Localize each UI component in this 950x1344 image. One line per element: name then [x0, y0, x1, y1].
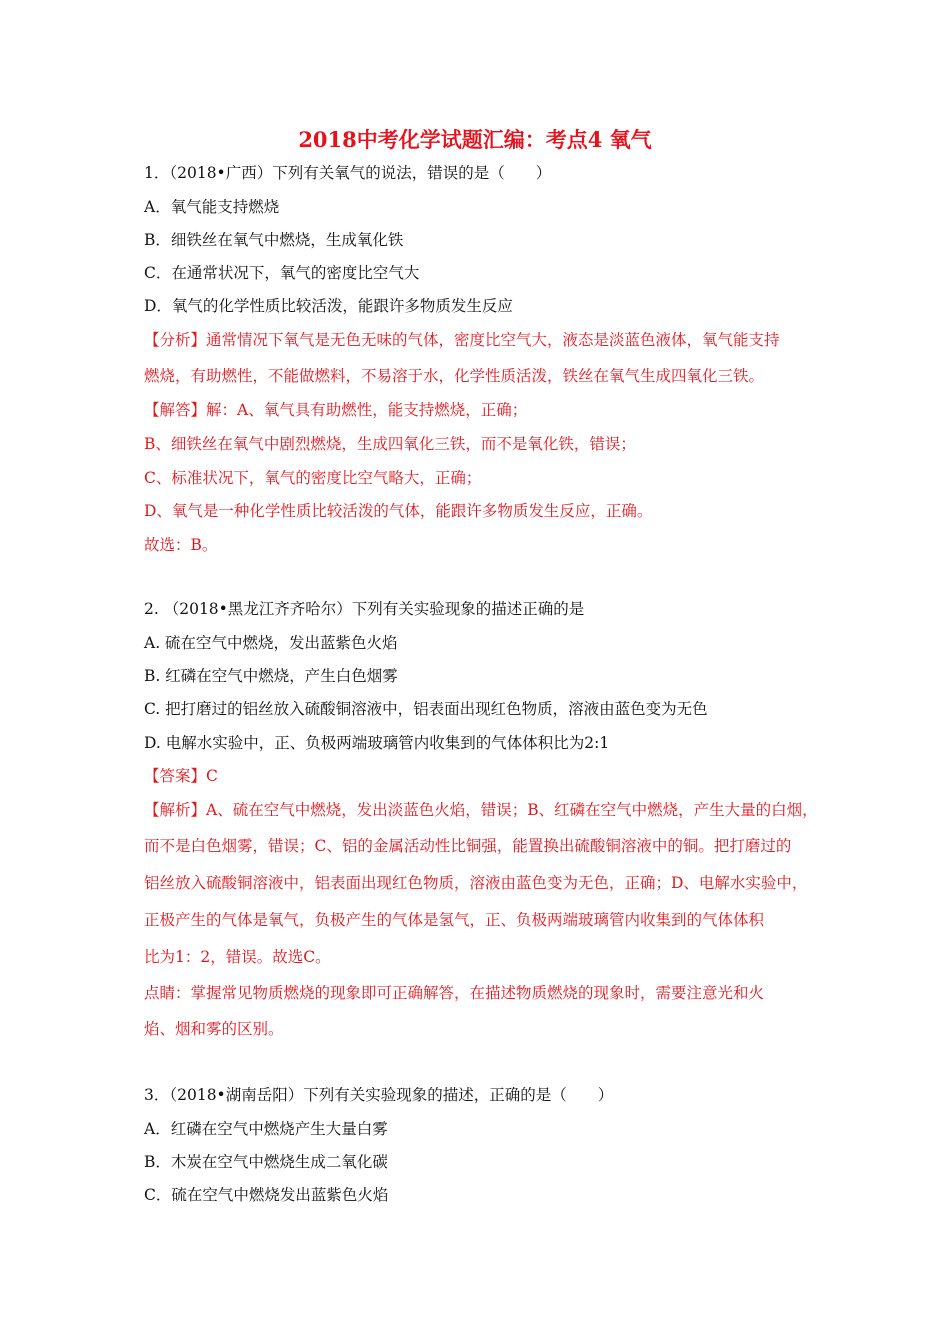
q2-option-b: B. 红磷在空气中燃烧，产生白色烟雾: [144, 667, 398, 685]
q1-answer-line-2: B、细铁丝在氧气中剧烈燃烧，生成四氧化三铁，而不是氧化铁，错误；: [144, 435, 636, 453]
q1-stem: 1．（2018•广西）下列有关氧气的说法，错误的是（ ）: [144, 164, 552, 182]
q2-answer: 【答案】C: [144, 767, 218, 785]
q3-option-b: B．木炭在空气中燃烧生成二氧化碳: [144, 1153, 388, 1171]
q2-explain-line-5: 比为1：2，错误。故选C。: [144, 948, 331, 966]
q2-stem: 2. （2018•黑龙江齐齐哈尔）下列有关实验现象的描述正确的是: [144, 600, 585, 618]
q2-explain-line-2: 而不是白色烟雾，错误；C、铝的金属活动性比铜强，能置换出硫酸铜溶液中的铜。把打磨过的: [144, 837, 792, 855]
q3-option-a: A．红磷在空气中燃烧产生大量白雾: [144, 1120, 388, 1138]
q3-option-c: C．硫在空气中燃烧发出蓝紫色火焰: [144, 1186, 389, 1204]
q1-option-b: B．细铁丝在氧气中燃烧，生成氧化铁: [144, 231, 404, 249]
q1-answer-line-4: D、氧气是一种化学性质比较活泼的气体，能跟许多物质发生反应，正确。: [144, 502, 653, 520]
q1-answer-line-1: 【解答】解：A、氧气具有助燃性，能支持燃烧，正确；: [144, 401, 528, 419]
q1-analysis-line-1: 【分析】通常情况下氧气是无色无味的气体，密度比空气大，液态是淡蓝色液体，氧气能支持: [144, 331, 780, 349]
q1-answer-line-5: 故选：B。: [144, 536, 218, 554]
q2-explain-line-1: 【解析】A、硫在空气中燃烧，发出淡蓝色火焰，错误；B、红磷在空气中燃烧，产生大量的白烟，: [144, 801, 818, 819]
q3-stem: 3．（2018•湖南岳阳）下列有关实验现象的描述，正确的是（ ）: [144, 1086, 614, 1104]
q1-option-d: D．氧气的化学性质比较活泼，能跟许多物质发生反应: [144, 297, 513, 315]
q2-explain-line-4: 正极产生的气体是氧气，负极产生的气体是氢气，正、负极两端玻璃管内收集到的气体体积: [144, 911, 765, 929]
q2-explain-line-3: 铝丝放入硫酸铜溶液中，铝表面出现红色物质，溶液由蓝色变为无色，正确；D、电解水实验中，: [144, 874, 808, 892]
q2-option-d: D. 电解水实验中，正、负极两端玻璃管内收集到的气体体积比为2:1: [144, 734, 610, 752]
q2-option-a: A. 硫在空气中燃烧，发出蓝紫色火焰: [144, 634, 398, 652]
q1-analysis-line-2: 燃烧，有助燃性，不能做燃料，不易溶于水，化学性质活泼，铁丝在氧气生成四氧化三铁。: [144, 367, 765, 385]
page-title: 2018中考化学试题汇编：考点4 氧气: [298, 127, 652, 152]
q2-option-c: C. 把打磨过的铝丝放入硫酸铜溶液中，铝表面出现红色物质，溶液由蓝色变为无色: [144, 700, 708, 718]
q2-tip-line-2: 焰、烟和雾的区别。: [144, 1020, 284, 1038]
q1-answer-line-3: C、标准状况下，氧气的密度比空气略大，正确；: [144, 469, 482, 487]
q1-option-a: A．氧气能支持燃烧: [144, 198, 280, 216]
q1-option-c: C．在通常状况下，氧气的密度比空气大: [144, 264, 420, 282]
q2-tip-line-1: 点睛：掌握常见物质燃烧的现象即可正确解答，在描述物质燃烧的现象时，需要注意光和火: [144, 984, 765, 1002]
